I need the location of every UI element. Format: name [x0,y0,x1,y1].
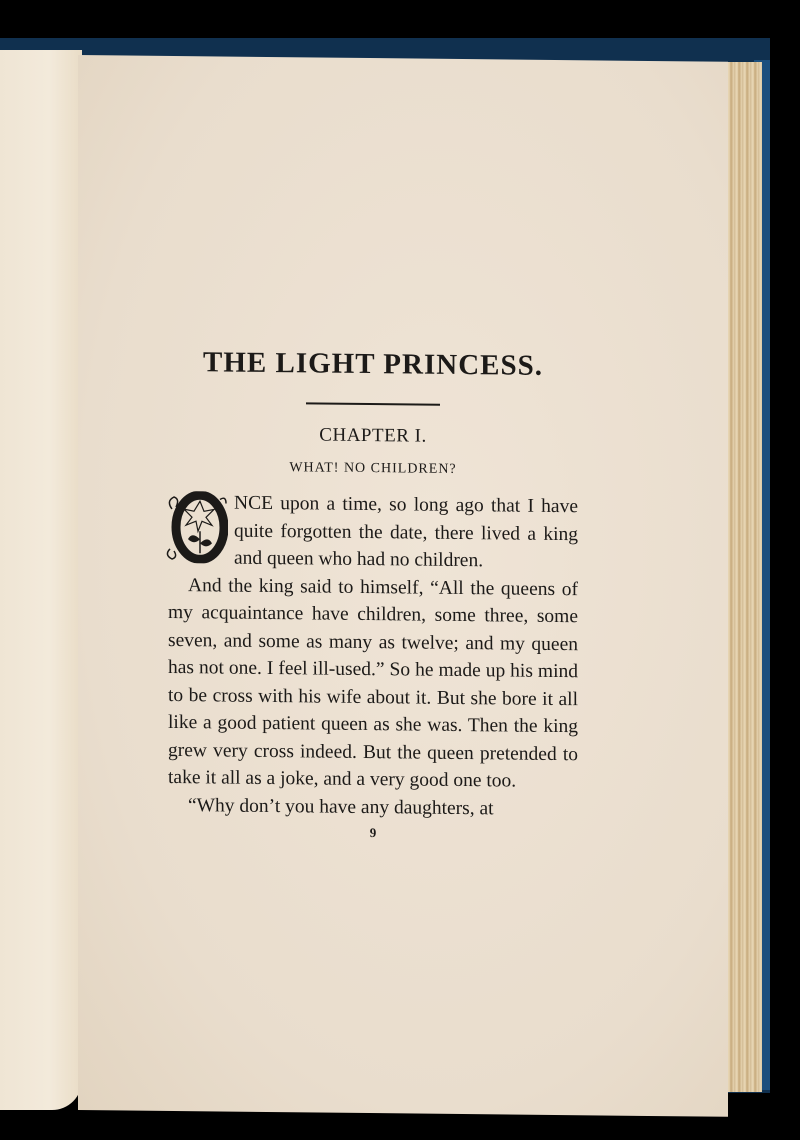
page-content [168,346,578,843]
paragraph-1-text: NCE upon a time, so long ago that I have quite forgotten the date, there lived a king and queen who had no children. [234,492,578,572]
book-title: THE LIGHT PRINCESS. [203,346,543,382]
paragraph-1 [168,489,578,576]
paragraph-3: “Why don’t you have any daughters, at [188,794,494,819]
title-rule [306,402,440,405]
chapter-heading: CHAPTER I. [319,424,427,447]
left-page [0,50,82,1110]
body-text [168,489,578,823]
paragraph-2: And the king said to himself, “All the queens of my acquaintance have children, some three, some seven, and some as many as twelve; and my queen has not one. I feel ill-used.” So he made up his mind to be cross with his wife about it. But she bore it all like a good patient queen as she was. Then the king grew very cross indeed. But the queen pretended to take it all as a joke, and a very good one too. [168,574,578,792]
right-page [78,55,728,1117]
ornamental-drop-cap-icon [166,491,228,564]
chapter-title: WHAT! NO CHILDREN? [289,460,457,477]
page-number: 9 [369,825,377,841]
